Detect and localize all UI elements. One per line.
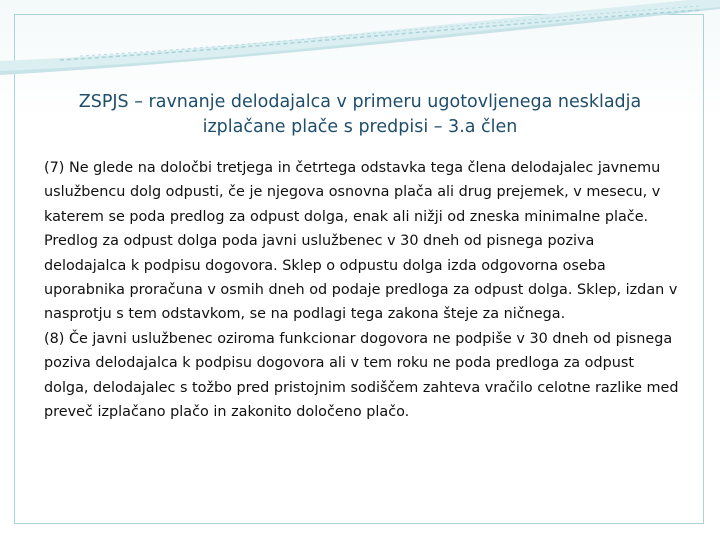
slide-body xyxy=(44,156,680,424)
paragraph-7: (7) Ne glede na določbi tretjega in četrtega odstavka tega člena delodajalec javnemu uslužbencu dolg odpusti, če je njegova osnovna plača ali drug prejemek, v mesecu, v katerem se poda predlog za odpust dolga, enak ali nižji od zneska minimalne plače. Predlog za odpust dolga poda javni uslužbenec v 30 dneh od pisnega poziva delodajalca k podpisu dogovora. Sklep o odpustu dolga izda odgovorna oseba uporabnika proračuna v osmih dneh od podaje predloga za odpust dolga. Sklep, izdan v nasprotju s tem odstavkom, se na podlagi tega zakona šteje za ničnega. xyxy=(44,160,678,323)
title-line-2: izplačane plače s predpisi – 3.a člen xyxy=(202,117,518,137)
slide-title xyxy=(40,90,680,140)
title-line-1: ZSPJS – ravnanje delodajalca v primeru ugotovljenega neskladja xyxy=(78,92,642,112)
decorative-waves xyxy=(0,0,720,90)
paragraph-8: (8) Če javni uslužbenec oziroma funkcionar dogovora ne podpiše v 30 dneh od pisnega poziva delodajalca k podpisu dogovora ali v tem roku ne poda predloga za odpust dolga, delodajalec s tožbo pred pristojnim sodiščem zahteva vračilo celotne razlike med preveč izplačano plačo in zakonito določeno plačo. xyxy=(44,330,679,421)
